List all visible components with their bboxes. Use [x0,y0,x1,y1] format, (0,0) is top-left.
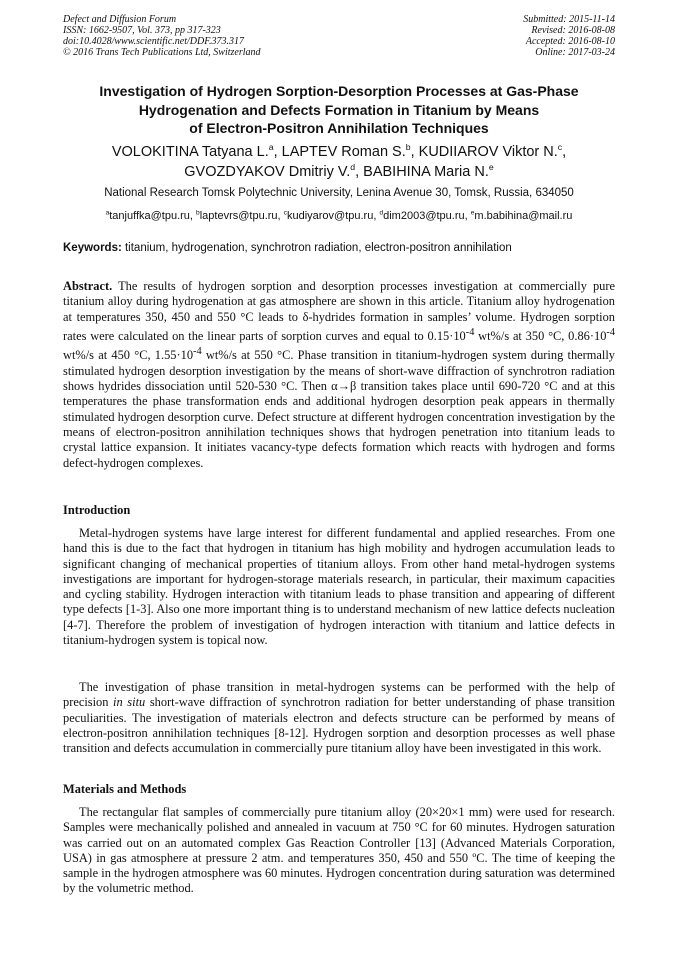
author-name: LAPTEV Roman S. [281,144,406,160]
title-line: Hydrogenation and Defects Formation in Titanium by Means [138,101,540,118]
intro-paragraph-2 [63,680,615,756]
email-superscript: c [283,209,287,217]
date-revised: Revised: 2016-08-08 [531,25,615,36]
email-superscript: e [470,209,475,217]
author-separator: , [410,144,419,160]
author-list [50,142,628,182]
author-superscript: e [488,162,494,173]
author-superscript: a [268,142,274,153]
journal-name: Defect and Diffusion Forum [63,14,177,25]
paragraph-text: short-wave diffraction of synchrotron radiation for better understanding of phase transition peculiarities. The investigation of materials electron and defects structure can be performed by means of electron-positron annihilation techniques [8-12]. Hydrogen sorption and desorption processes as well phase transition and defects accumulation in commercially pure titanium alloy have been investigated in this work. [63,695,615,756]
section-heading-methods: Materials and Methods [63,782,187,796]
author-separator: , [355,164,364,180]
paragraph: The rectangular flat samples of commercially pure titanium alloy (20×20×1 mm) were used for research. Samples were mechanically polished and annealed in vacuum at 750 °C for 60 minutes. Hydrogen saturation was carried out on an automated complex Gas Reaction Controller [13] (Advanced Materials Corporation, USA) in gas atmosphere at pressure 2 atm. and temperatures 350, 450 and 550 ºC. The time of keeping the sample in the hydrogen atmosphere was 60 minutes. Hydrogen concentration during saturation was determined by the volumetric method. [63,805,615,896]
italic-term: in situ [113,695,146,710]
date-accepted: Accepted: 2016-08-10 [525,36,615,47]
journal-copyright: © 2016 Trans Tech Publications Ltd, Switzerland [63,47,261,58]
date-submitted: Submitted: 2015-11-14 [523,14,615,25]
abstract-text: wt%/s at 550 °C. Phase transition in titanium-hydrogen system during thermally stimulated hydrogen desorption investigation by the means of short-wave diffraction of synchrotron radiation shows hydrides dissociation until 520-530 °C. Then α→β transition takes place until 690-720 °C and at this temperatures the phase transformation ends and additional hydrogen desorption peak appears in thermally stimulated hydrogen desorption curve. Defect structure at different hydrogen concentration investigation by the means of electron-positron annihilation techniques shows that hydrogen penetration into titanium leads to crystal lattice expansion. It initiates vacancy-type defects formation which reacts with hydrogen and forms defect-hydrogen complexes. [63,348,616,470]
paper-title [50,82,628,138]
journal-issn: ISSN: 1662-9507, Vol. 373, pp 317-323 [63,25,221,36]
abstract-text: wt%/s at 450 °C, 1.55·10 [63,348,194,363]
email-link[interactable]: laptevrs@tpu.ru, [199,210,284,222]
abstract-paragraph [63,279,615,471]
dates-info [523,14,615,58]
affiliation: National Research Tomsk Polytechnic University, Lenina Avenue 30, Tomsk, Russia, 634050 [104,187,574,199]
author-superscript: d [350,162,356,173]
abstract-label: Abstract. [63,279,113,293]
author-superscript: b [405,142,411,153]
author-name: BABIHINA Maria N. [363,164,489,180]
paragraph-text: The investigation of phase transition in metal-hydrogen systems can be performed with the help of precision [63,680,615,710]
keywords [63,241,623,255]
intro-paragraph-1 [63,526,615,648]
exponent: -4 [606,326,615,338]
email-superscript: a [105,209,110,217]
author-name: KUDIIAROV Viktor N. [418,144,558,160]
author-superscript: c [557,142,563,153]
title-line: Investigation of Hydrogen Sorption-Desorption Processes at Gas-Phase [99,83,579,99]
author-line [50,162,628,182]
exponent: -4 [193,346,202,358]
author-name: VOLOKITINA Tatyana L. [111,144,269,160]
exponent: -4 [465,326,475,338]
email-link[interactable]: dim2003@tpu.ru, [383,210,471,222]
paragraph: Metal-hydrogen systems have large interest for different fundamental and applied researches. From one hand this is due to the fact that hydrogen in titanium has high mobility and hydrogen accumulation leads to significant changing of mechanical properties of titanium alloys. From other hand metal-hydrogen systems investigations are important for hydrogen-storage materials research, in particular, their maximum capacities and cycling stability. Hydrogen interaction with titanium leads to phase transition and appearing of different type defects [1-3]. Also one more important thing is to understand mechanism of new lattice defects nucleation [4-7]. Therefore the problem of investigation of hydrogen interaction with titanium and lattice defects in titanium-hydrogen system is topical now. [63,526,615,648]
section-heading-introduction: Introduction [63,503,131,517]
date-online: Online: 2017-03-24 [535,47,615,58]
email-superscript: d [379,209,384,217]
abstract-text: wt%/s at 350 °C, 0.86·10 [474,329,607,344]
email-link[interactable]: m.babihina@mail.ru [474,210,573,222]
author-name: GVOZDYAKOV Dmitriy V. [184,164,351,180]
email-superscript: b [196,209,200,217]
paragraph [63,680,615,756]
author-separator: , [562,144,567,160]
methods-paragraph-1 [63,805,615,897]
keywords-text: titanium, hydrogenation, synchrotron radiation, electron-positron annihilation [121,242,512,254]
journal-info [63,14,261,58]
email-link[interactable]: tanjuffka@tpu.ru, [109,210,197,222]
email-link[interactable]: kudiyarov@tpu.ru, [286,210,380,222]
author-emails [40,209,638,223]
abstract [63,279,615,471]
abstract-text: The results of hydrogen sorption and desorption processes investigation at commercially pure titanium alloy during hydrogenation at gas atmosphere are shown in this article. Titanium alloy hydrogenation at temperatures 350, 450 and 550 °C leads to δ-hydrides formation in samples’ volume. Hydrogen sorption rates were calculated on the linear parts of sorption curves and equal to 0.15·10 [63,279,615,344]
journal-doi: doi:10.4028/www.scientific.net/DDF.373.317 [63,36,245,47]
title-line: of Electron-Positron Annihilation Techniques [189,120,489,136]
author-line [50,142,628,162]
keywords-label: Keywords: [63,242,122,254]
author-separator: , [273,144,282,160]
